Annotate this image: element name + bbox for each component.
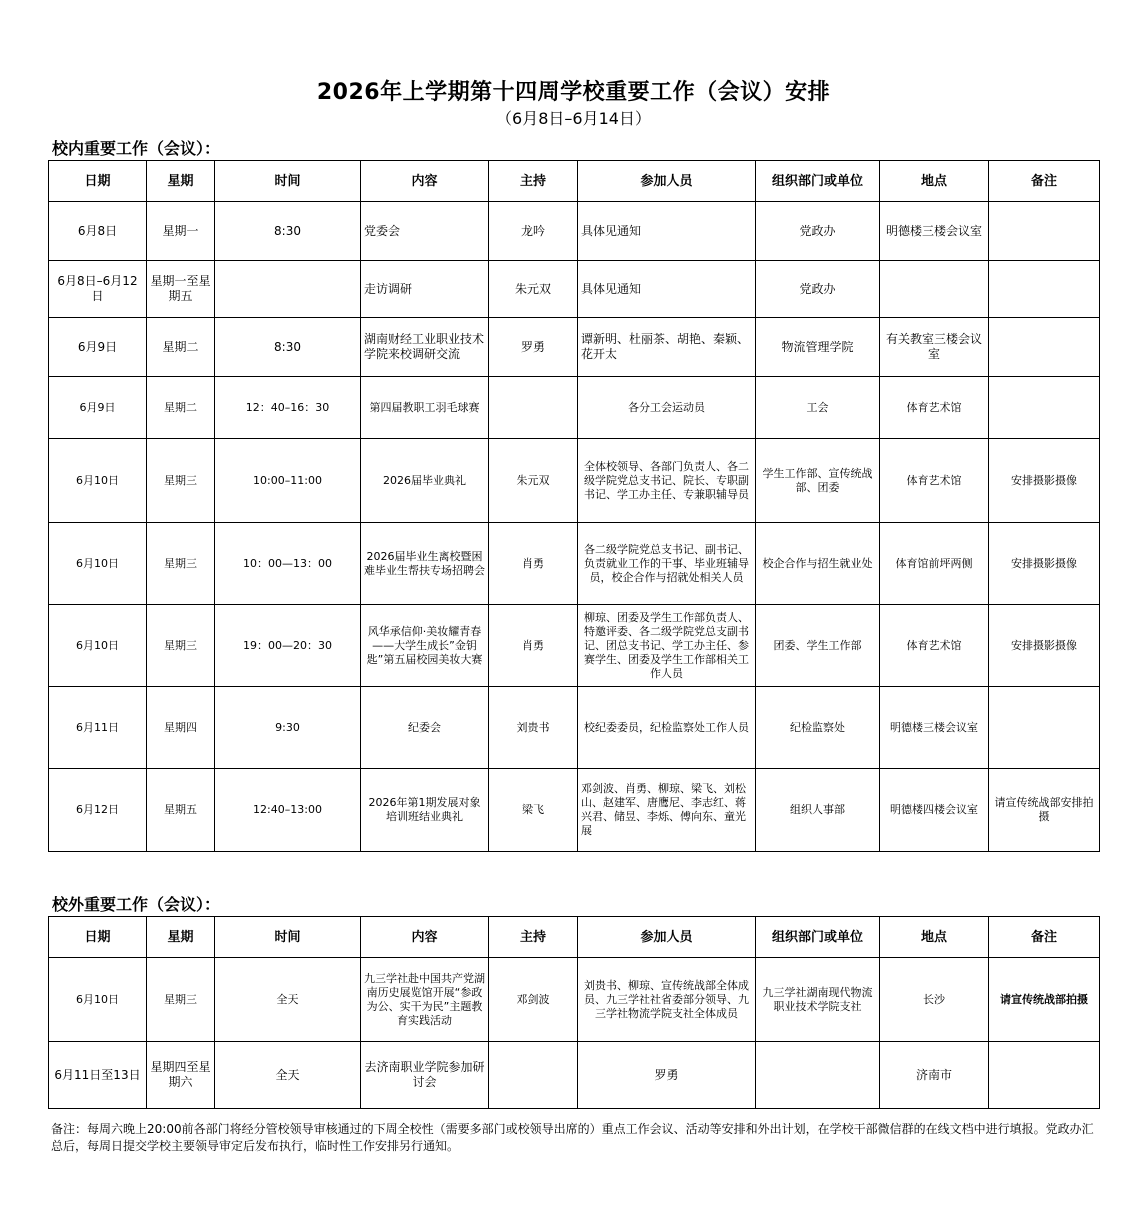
cell-weekday: 星期三 (147, 605, 215, 687)
cell-host: 肖勇 (489, 605, 578, 687)
header-remarks: 备注 (989, 161, 1100, 202)
cell-remarks: 请宣传统战部安排拍摄 (989, 769, 1100, 852)
cell-organizer: 学生工作部、宣传统战部、团委 (756, 439, 880, 523)
header-location: 地点 (880, 161, 989, 202)
cell-date: 6月8日–6月12日 (49, 261, 147, 318)
cell-participants: 全体校领导、各部门负责人、各二级学院党总支书记、院长、专职副书记、学工办主任、专兼职辅导员 (578, 439, 756, 523)
cell-content: 九三学社赴中国共产党湖南历史展览馆开展“参政为公、实干为民”主题教育实践活动 (361, 958, 489, 1042)
cell-date: 6月11日至13日 (49, 1042, 147, 1109)
cell-participants: 罗勇 (578, 1042, 756, 1109)
cell-participants: 邓剑波、肖勇、柳琼、梁飞、刘松山、赵建军、唐鹰尼、李志红、蒋兴君、储昱、李烁、傅向东、童光展 (578, 769, 756, 852)
internal-schedule-table (48, 160, 1100, 852)
header-participants: 参加人员 (578, 161, 756, 202)
cell-date: 6月9日 (49, 318, 147, 377)
cell-host: 朱元双 (489, 261, 578, 318)
cell-organizer: 九三学社湖南现代物流职业技术学院支社 (756, 958, 880, 1042)
header-participants: 参加人员 (578, 917, 756, 958)
cell-participants: 校纪委委员，纪检监察处工作人员 (578, 687, 756, 769)
cell-remarks: 安排摄影摄像 (989, 523, 1100, 605)
header-weekday: 星期 (147, 917, 215, 958)
cell-remarks (989, 318, 1100, 377)
cell-time: 全天 (215, 958, 361, 1042)
cell-content: 第四届教职工羽毛球赛 (361, 377, 489, 439)
header-weekday: 星期 (147, 161, 215, 202)
header-time: 时间 (215, 917, 361, 958)
cell-weekday: 星期三 (147, 439, 215, 523)
cell-location: 明德楼三楼会议室 (880, 687, 989, 769)
cell-remarks (989, 377, 1100, 439)
cell-remarks (989, 202, 1100, 261)
cell-time: 10:00–11:00 (215, 439, 361, 523)
table-row (49, 605, 1100, 687)
cell-date: 6月10日 (49, 439, 147, 523)
cell-time: 9:30 (215, 687, 361, 769)
page-subtitle: （6月8日–6月14日） (496, 109, 651, 128)
cell-weekday: 星期二 (147, 377, 215, 439)
cell-time: 10：00—13：00 (215, 523, 361, 605)
cell-weekday: 星期四 (147, 687, 215, 769)
table-row (49, 377, 1100, 439)
table-row (49, 1042, 1100, 1109)
cell-organizer: 组织人事部 (756, 769, 880, 852)
table-row (49, 318, 1100, 377)
table-row (49, 523, 1100, 605)
header-organizer: 组织部门或单位 (756, 917, 880, 958)
header-location: 地点 (880, 917, 989, 958)
cell-host: 刘贵书 (489, 687, 578, 769)
table-row (49, 769, 1100, 852)
header-host: 主持 (489, 917, 578, 958)
cell-time (215, 261, 361, 318)
table-header-row (49, 161, 1100, 202)
cell-remarks: 安排摄影摄像 (989, 605, 1100, 687)
cell-host: 罗勇 (489, 318, 578, 377)
cell-time: 全天 (215, 1042, 361, 1109)
internal-section-title: 校内重要工作（会议）： (52, 139, 221, 158)
cell-time: 12：40–16：30 (215, 377, 361, 439)
cell-host (489, 377, 578, 439)
cell-participants: 具体见通知 (578, 261, 756, 318)
cell-host: 龙吟 (489, 202, 578, 261)
header-time: 时间 (215, 161, 361, 202)
cell-date: 6月10日 (49, 958, 147, 1042)
cell-weekday: 星期三 (147, 523, 215, 605)
cell-remarks (989, 1042, 1100, 1109)
table-row (49, 261, 1100, 318)
header-date: 日期 (49, 161, 147, 202)
cell-date: 6月8日 (49, 202, 147, 261)
cell-time: 8:30 (215, 318, 361, 377)
cell-date: 6月10日 (49, 605, 147, 687)
cell-remarks (989, 261, 1100, 318)
cell-location: 明德楼四楼会议室 (880, 769, 989, 852)
cell-host: 肖勇 (489, 523, 578, 605)
cell-organizer (756, 1042, 880, 1109)
cell-participants: 具体见通知 (578, 202, 756, 261)
header-date: 日期 (49, 917, 147, 958)
cell-host (489, 1042, 578, 1109)
cell-location: 体育艺术馆 (880, 439, 989, 523)
page-title: 2026年上学期第十四周学校重要工作（会议）安排 (316, 80, 831, 105)
cell-organizer: 团委、学生工作部 (756, 605, 880, 687)
cell-participants: 谭新明、杜丽茶、胡艳、秦颖、花开太 (578, 318, 756, 377)
cell-organizer: 党政办 (756, 202, 880, 261)
cell-location: 明德楼三楼会议室 (880, 202, 989, 261)
header-content: 内容 (361, 161, 489, 202)
cell-date: 6月12日 (49, 769, 147, 852)
cell-participants: 柳琼、团委及学生工作部负责人、特邀评委、各二级学院党总支副书记、团总支书记、学工办主任、参赛学生、团委及学生工作部相关工作人员 (578, 605, 756, 687)
cell-time: 8:30 (215, 202, 361, 261)
cell-weekday: 星期五 (147, 769, 215, 852)
cell-date: 6月9日 (49, 377, 147, 439)
header-content: 内容 (361, 917, 489, 958)
table-row (49, 202, 1100, 261)
cell-participants: 刘贵书、柳琼、宣传统战部全体成员、九三学社社省委部分领导、九三学社物流学院支社全体成员 (578, 958, 756, 1042)
cell-organizer: 工会 (756, 377, 880, 439)
cell-content: 走访调研 (361, 261, 489, 318)
cell-host: 梁飞 (489, 769, 578, 852)
cell-location: 体育艺术馆 (880, 377, 989, 439)
cell-organizer: 校企合作与招生就业处 (756, 523, 880, 605)
header-host: 主持 (489, 161, 578, 202)
cell-location: 济南市 (880, 1042, 989, 1109)
cell-content: 党委会 (361, 202, 489, 261)
footnote: 备注：每周六晚上20:00前各部门将经分管校领导审核通过的下周全校性（需要多部门或校领导出席的）重点工作会议、活动等安排和外出计划，在学校干部微信群的在线文档中进行填报。党政办汇总后，每周日提交学校主要领导审定后发布执行，临时性工作安排另行通知。 (51, 1122, 1094, 1153)
cell-content: 风华承信仰·美妆耀青春——大学生成长”金钥匙”第五届校园美妆大赛 (361, 605, 489, 687)
cell-date: 6月10日 (49, 523, 147, 605)
cell-organizer: 党政办 (756, 261, 880, 318)
cell-content: 纪委会 (361, 687, 489, 769)
cell-location: 有关教室三楼会议室 (880, 318, 989, 377)
cell-weekday: 星期四至星期六 (147, 1042, 215, 1109)
cell-location: 长沙 (880, 958, 989, 1042)
cell-location: 体育艺术馆 (880, 605, 989, 687)
cell-remarks (989, 687, 1100, 769)
cell-weekday: 星期二 (147, 318, 215, 377)
cell-remarks: 请宣传统战部拍摄 (989, 958, 1100, 1042)
table-row (49, 439, 1100, 523)
cell-content: 2026届毕业生离校暨困难毕业生帮扶专场招聘会 (361, 523, 489, 605)
cell-weekday: 星期一至星期五 (147, 261, 215, 318)
cell-content: 去济南职业学院参加研讨会 (361, 1042, 489, 1109)
cell-content: 2026年第1期发展对象培训班结业典礼 (361, 769, 489, 852)
cell-content: 2026届毕业典礼 (361, 439, 489, 523)
cell-participants: 各分工会运动员 (578, 377, 756, 439)
table-row (49, 687, 1100, 769)
cell-weekday: 星期一 (147, 202, 215, 261)
cell-remarks: 安排摄影摄像 (989, 439, 1100, 523)
cell-date: 6月11日 (49, 687, 147, 769)
header-organizer: 组织部门或单位 (756, 161, 880, 202)
cell-time: 12:40–13:00 (215, 769, 361, 852)
cell-location: 体育馆前坪两侧 (880, 523, 989, 605)
cell-time: 19：00—20：30 (215, 605, 361, 687)
cell-participants: 各二级学院党总支书记、副书记、负责就业工作的干事、毕业班辅导员，校企合作与招就处相关人员 (578, 523, 756, 605)
table-header-row (49, 917, 1100, 958)
cell-host: 朱元双 (489, 439, 578, 523)
cell-location (880, 261, 989, 318)
cell-content: 湖南财经工业职业技术学院来校调研交流 (361, 318, 489, 377)
cell-host: 邓剑波 (489, 958, 578, 1042)
cell-organizer: 纪检监察处 (756, 687, 880, 769)
cell-organizer: 物流管理学院 (756, 318, 880, 377)
table-row (49, 958, 1100, 1042)
external-section-title: 校外重要工作（会议）： (52, 895, 221, 914)
cell-weekday: 星期三 (147, 958, 215, 1042)
external-schedule-table (48, 916, 1100, 1109)
header-remarks: 备注 (989, 917, 1100, 958)
